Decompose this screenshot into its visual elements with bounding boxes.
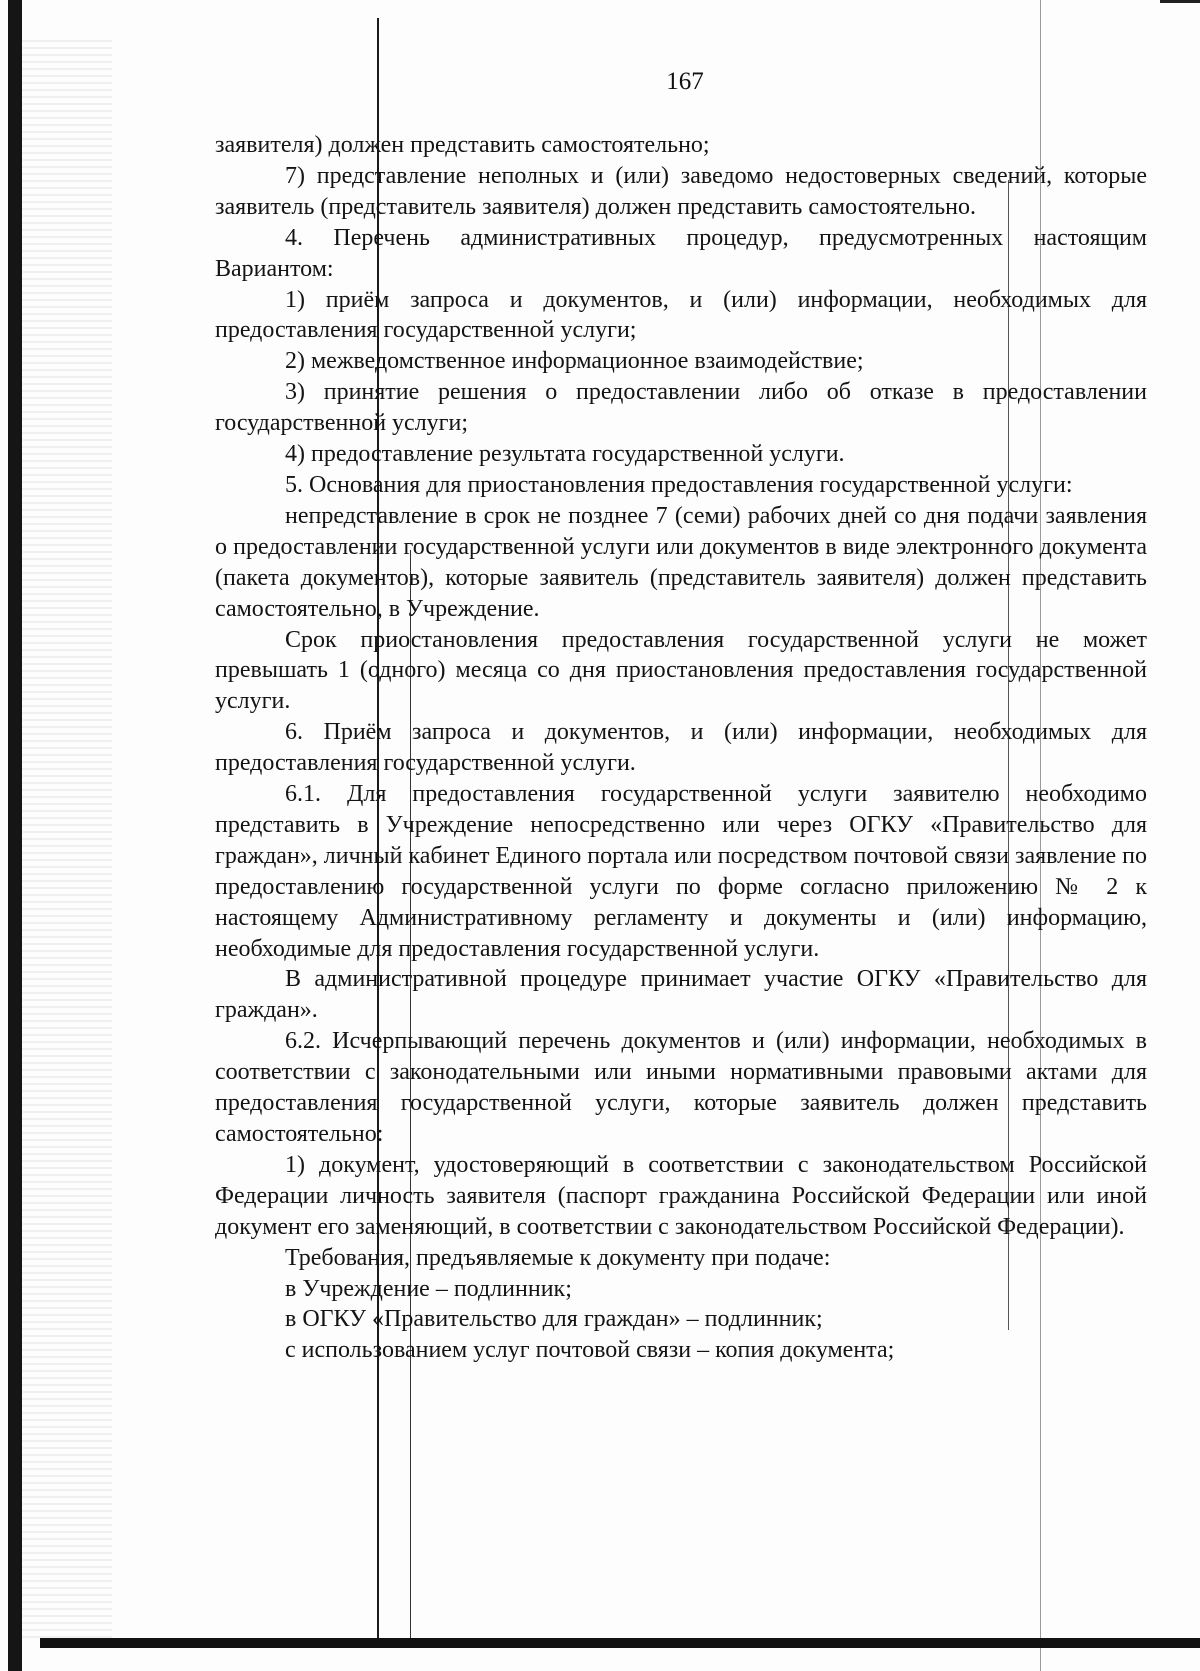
paragraph: В административной процедуре принимает участие ОГКУ «Правительство для граждан». — [215, 966, 1147, 1024]
paragraph: 4) предоставление результата государственной услуги. — [285, 441, 845, 468]
paragraph: 7) представление неполных и (или) заведомо недостоверных сведений, которые заявитель (представитель заявителя) должен представить самостоятельно. — [215, 162, 1147, 220]
paragraph: 2) межведомственное информационное взаимодействие; — [285, 348, 864, 375]
scan-edge-shadow — [8, 0, 22, 1671]
paragraph: 1) приём запроса и документов, и (или) информации, необходимых для предоставления государственной услуги; — [215, 286, 1147, 344]
paragraph: непредставление в срок не позднее 7 (семи) рабочих дней со дня подачи заявления о предоставлении государственной услуги или документов в виде электронного документа (пакета документов), которые заявитель (представитель заявителя) должен представить самостоятельно, в Учреждение. — [215, 502, 1147, 622]
paragraph: 3) принятие решения о предоставлении либо об отказе в предоставлении государственной услуги; — [215, 379, 1147, 437]
paragraph: 6.2. Исчерпывающий перечень документов и (или) информации, необходимых в соответствии с законодательными или иными нормативными правовыми актами для предоставления государственной услуги, которые заявитель должен представить самостоятельно: — [215, 1028, 1147, 1147]
scan-noise — [22, 40, 112, 1640]
paragraph: 5. Основания для приостановления предоставления государственной услуги: — [285, 471, 1073, 498]
paragraph: в ОГКУ «Правительство для граждан» – подлинник; — [285, 1306, 823, 1333]
paragraph: Требования, предъявляемые к документу при подаче: — [285, 1244, 831, 1271]
document-body — [215, 130, 1147, 1366]
paragraph: в Учреждение – подлинник; — [285, 1275, 572, 1302]
paragraph: 6. Приём запроса и документов, и (или) информации, необходимых для предоставления государственной услуги. — [215, 719, 1147, 777]
paragraph: заявителя) должен представить самостоятельно; — [215, 132, 710, 158]
paragraph: Срок приостановления предоставления государственной услуги не может превышать 1 (одного) месяца со дня приостановления предоставления государственной услуги. — [215, 626, 1147, 715]
paragraph: 4. Перечень административных процедур, предусмотренных настоящим Вариантом: — [215, 224, 1147, 282]
paragraph: 1) документ, удостоверяющий в соответствии с законодательством Российской Федерации личность заявителя (паспорт гражданина Российской Федерации или иной документ его заменяющий, в соответствии с законодательством Российской Федерации). — [215, 1151, 1147, 1240]
paragraph: с использованием услуг почтовой связи – копия документа; — [285, 1337, 895, 1364]
scan-corner-mark — [1160, 0, 1200, 3]
scan-bottom-edge — [40, 1638, 1200, 1648]
paragraph: 6.1. Для предоставления государственной услуги заявителю необходимо представить в Учреждение непосредственно или через ОГКУ «Правительство для граждан», личный кабинет Единого портала или посредством почтовой связи заявление по предоставлению государственной услуги по форме согласно приложению № 2 к настоящему Административному регламенту и документы и (или) информацию, необходимые для предоставления государственной услуги. — [215, 781, 1147, 962]
page-number: 167 — [666, 68, 704, 95]
